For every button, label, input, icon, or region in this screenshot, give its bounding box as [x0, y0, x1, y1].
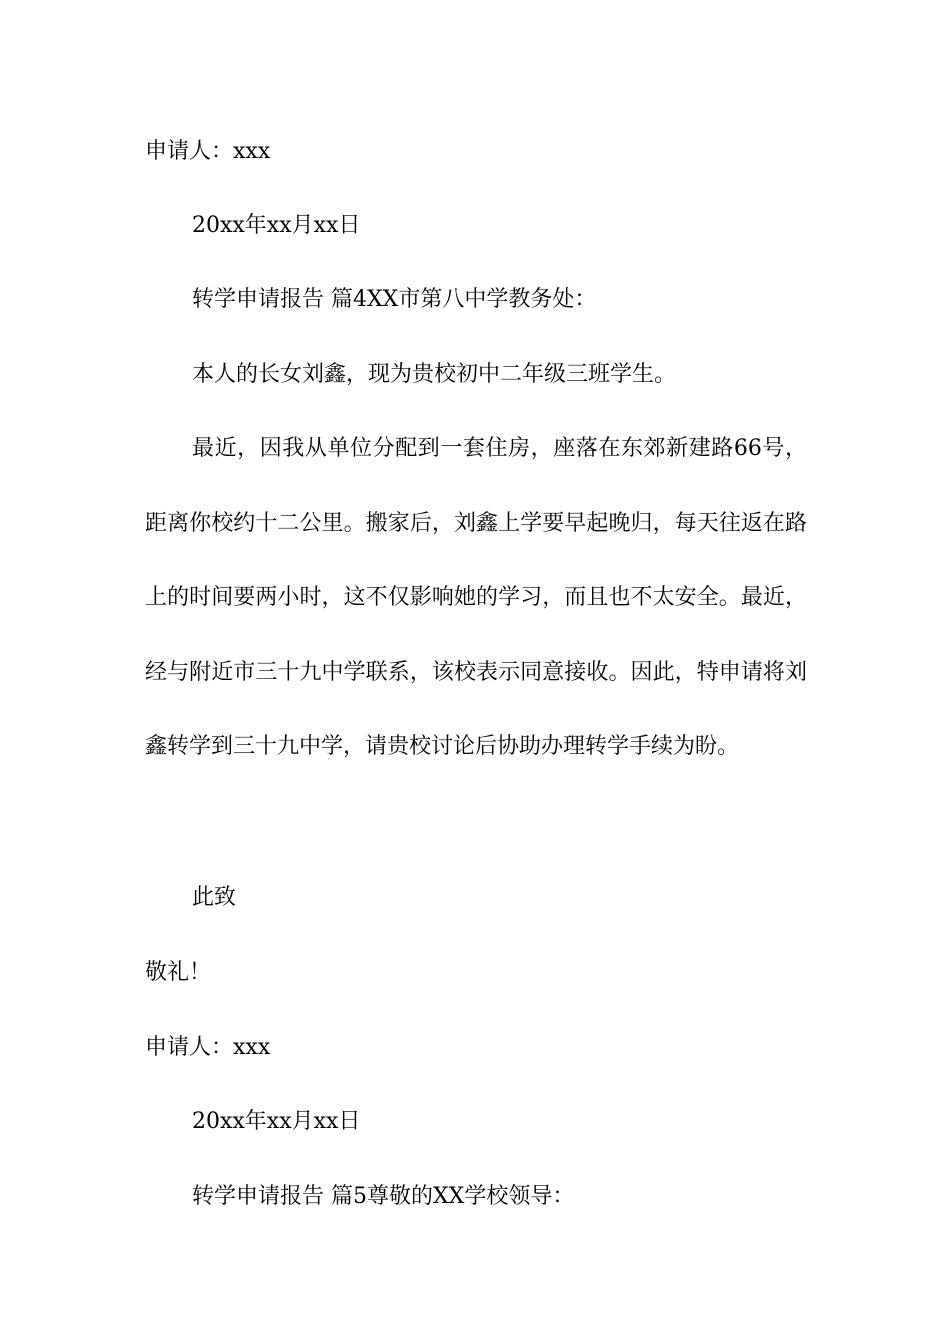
section-heading-5: 转学申请报告 篇5尊敬的XX学校领导：: [192, 1184, 575, 1209]
date-line: 20xx年xx月xx日: [192, 213, 361, 238]
section-heading-4: 转学申请报告 篇4XX市第八中学教务处：: [192, 287, 597, 312]
intro-paragraph: 本人的长女刘鑫，现为贵校初中二年级三班学生。: [192, 362, 677, 387]
closing-salutation: 此致: [192, 885, 237, 910]
closing-regards: 敬礼！: [145, 960, 212, 985]
applicant-signature-line: 申请人：xxx: [145, 1035, 271, 1060]
body-paragraph: 最近，因我从单位分配到一套住房，座落在东郊新建路66号，距离你校约十二公里。搬家后，刘鑫上学要早起晚归，每天往返在路上的时间要两小时，这不仅影响她的学习，而且也不太安全。最近，经与附近市三十九中学联系，该校表示同意接收。因此，特申请将刘鑫转学到三十九中学，请贵校讨论后协助办理转学手续为盼。: [145, 436, 807, 759]
applicant-signature-line: 申请人：xxx: [145, 139, 271, 164]
date-line: 20xx年xx月xx日: [192, 1109, 361, 1134]
